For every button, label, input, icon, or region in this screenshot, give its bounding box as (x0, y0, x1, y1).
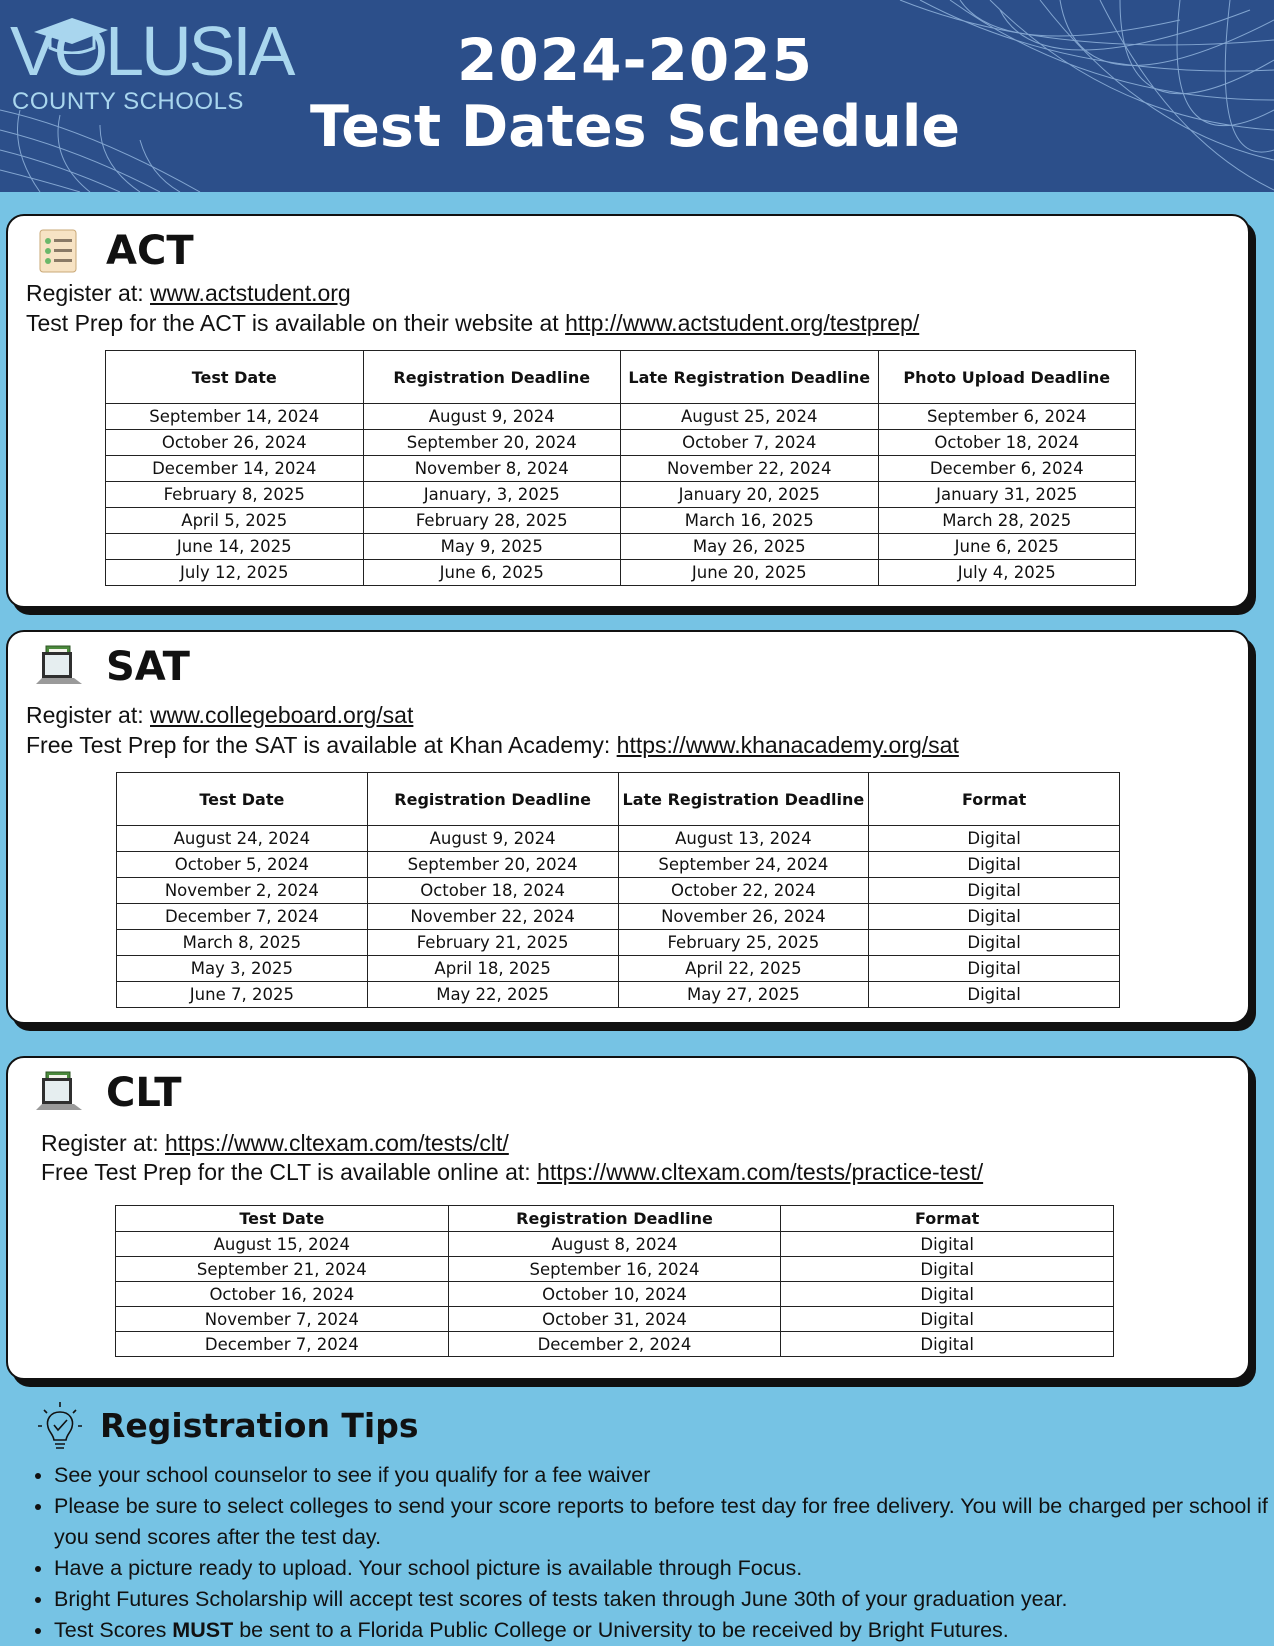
column-header: Test Date (117, 773, 368, 826)
table-cell: March 16, 2025 (621, 508, 879, 534)
sat-section (6, 630, 1250, 1024)
lightbulb-icon (36, 1400, 84, 1452)
sat-register-label: Register at: (26, 702, 150, 728)
table-cell: November 22, 2024 (367, 904, 618, 930)
sat-prep-label: Free Test Prep for the SAT is available at Khan Academy: (26, 732, 617, 758)
tips-list (26, 1460, 1274, 1646)
table-cell: May 26, 2025 (621, 534, 879, 560)
table-cell: Digital (781, 1257, 1114, 1282)
table-cell: December 7, 2024 (116, 1332, 449, 1357)
column-header: Format (869, 773, 1120, 826)
table-cell: September 20, 2024 (363, 430, 621, 456)
sat-dates-table (116, 772, 1120, 1008)
act-register-line (26, 280, 351, 307)
sat-register-link[interactable]: www.collegeboard.org/sat (150, 702, 414, 728)
table-row (116, 1282, 1114, 1307)
table-cell: April 22, 2025 (618, 956, 869, 982)
table-cell: August 8, 2024 (448, 1232, 781, 1257)
table-row (106, 560, 1136, 586)
table-cell: October 16, 2024 (116, 1282, 449, 1307)
table-cell: August 13, 2024 (618, 826, 869, 852)
act-title: ACT (106, 228, 194, 274)
act-prep-link[interactable]: http://www.actstudent.org/testprep/ (565, 310, 920, 336)
logo-wordmark: VOLUSIA (10, 12, 293, 90)
table-cell: Digital (781, 1282, 1114, 1307)
tip-item: • See your school counselor to see if you qualify for a fee waiver (54, 1460, 1274, 1491)
column-header: Registration Deadline (367, 773, 618, 826)
table-cell: April 5, 2025 (106, 508, 364, 534)
table-cell: Digital (781, 1307, 1114, 1332)
table-cell: October 31, 2024 (448, 1307, 781, 1332)
table-cell: January 31, 2025 (878, 482, 1136, 508)
table-cell: February 28, 2025 (363, 508, 621, 534)
column-header: Late Registration Deadline (621, 351, 879, 404)
tip-item: • Bright Futures Scholarship will accept test scores of tests taken through June 30th of your graduation year. (54, 1584, 1274, 1615)
clt-prep-line (41, 1159, 983, 1186)
table-cell: October 22, 2024 (618, 878, 869, 904)
clt-prep-link[interactable]: https://www.cltexam.com/tests/practice-test/ (537, 1159, 984, 1185)
column-header: Test Date (116, 1206, 449, 1232)
table-row (116, 1257, 1114, 1282)
column-header: Late Registration Deadline (618, 773, 869, 826)
table-cell: August 9, 2024 (363, 404, 621, 430)
table-cell: September 6, 2024 (878, 404, 1136, 430)
table-row (117, 852, 1120, 878)
sat-register-line (26, 702, 413, 729)
header-banner (0, 0, 1274, 192)
clt-title: CLT (106, 1070, 182, 1116)
tip-item: • Have a picture ready to upload. Your school picture is available through Focus. (54, 1553, 1274, 1584)
clt-register-line (41, 1130, 509, 1157)
table-cell: Digital (869, 930, 1120, 956)
laptop-book-icon (34, 642, 84, 692)
logo-subtitle: COUNTY SCHOOLS (12, 88, 244, 115)
district-logo (8, 12, 293, 124)
table-cell: Digital (869, 956, 1120, 982)
table-row (116, 1232, 1114, 1257)
sat-prep-line (26, 732, 959, 759)
column-header: Photo Upload Deadline (878, 351, 1136, 404)
table-cell: September 16, 2024 (448, 1257, 781, 1282)
table-cell: November 7, 2024 (116, 1307, 449, 1332)
table-cell: January 20, 2025 (621, 482, 879, 508)
table-cell: November 26, 2024 (618, 904, 869, 930)
tip-item: • Please be sure to select colleges to send your score reports to before test day for free delivery. You will be charged per school if you send scores after the test day. (54, 1491, 1274, 1553)
table-cell: December 2, 2024 (448, 1332, 781, 1357)
table-cell: October 18, 2024 (367, 878, 618, 904)
column-header: Registration Deadline (448, 1206, 781, 1232)
table-row (106, 534, 1136, 560)
act-register-link[interactable]: www.actstudent.org (150, 280, 351, 306)
table-cell: September 14, 2024 (106, 404, 364, 430)
table-cell: Digital (869, 904, 1120, 930)
laptop-book-icon (34, 1068, 84, 1118)
table-cell: December 7, 2024 (117, 904, 368, 930)
tip-item (54, 1615, 1274, 1646)
table-row (117, 982, 1120, 1008)
column-header: Registration Deadline (363, 351, 621, 404)
table-cell: September 24, 2024 (618, 852, 869, 878)
table-row (106, 482, 1136, 508)
table-row (117, 930, 1120, 956)
table-cell: Digital (869, 982, 1120, 1008)
clt-dates-table (115, 1205, 1114, 1357)
clt-register-label: Register at: (41, 1130, 165, 1156)
table-header-row (117, 773, 1120, 826)
table-cell: October 5, 2024 (117, 852, 368, 878)
table-cell: September 20, 2024 (367, 852, 618, 878)
table-cell: April 18, 2025 (367, 956, 618, 982)
table-cell: Digital (781, 1332, 1114, 1357)
clt-prep-label: Free Test Prep for the CLT is available online at: (41, 1159, 538, 1185)
table-row (106, 404, 1136, 430)
table-cell: September 21, 2024 (116, 1257, 449, 1282)
table-row (106, 456, 1136, 482)
table-cell: December 6, 2024 (878, 456, 1136, 482)
table-cell: November 22, 2024 (621, 456, 879, 482)
table-cell: May 9, 2025 (363, 534, 621, 560)
table-cell: October 26, 2024 (106, 430, 364, 456)
table-cell: May 27, 2025 (618, 982, 869, 1008)
table-row (117, 878, 1120, 904)
table-cell: July 12, 2025 (106, 560, 364, 586)
column-header: Format (781, 1206, 1114, 1232)
table-cell: March 28, 2025 (878, 508, 1136, 534)
table-cell: Digital (869, 826, 1120, 852)
table-cell: January, 3, 2025 (363, 482, 621, 508)
table-cell: November 2, 2024 (117, 878, 368, 904)
table-cell: December 14, 2024 (106, 456, 364, 482)
table-cell: July 4, 2025 (878, 560, 1136, 586)
act-dates-table (105, 350, 1136, 586)
checklist-icon (34, 226, 84, 276)
tip-emphasis: MUST (172, 1618, 234, 1642)
tips-header (30, 1400, 630, 1456)
table-cell: Digital (869, 878, 1120, 904)
act-prep-line (26, 310, 919, 337)
table-cell: February 8, 2025 (106, 482, 364, 508)
table-cell: October 18, 2024 (878, 430, 1136, 456)
clt-section (6, 1056, 1250, 1380)
table-cell: Digital (781, 1232, 1114, 1257)
act-register-label: Register at: (26, 280, 150, 306)
clt-register-link[interactable]: https://www.cltexam.com/tests/clt/ (165, 1130, 509, 1156)
table-header-row (116, 1206, 1114, 1232)
sat-prep-link[interactable]: https://www.khanacademy.org/sat (616, 732, 959, 758)
table-row (106, 430, 1136, 456)
act-section (6, 214, 1250, 608)
table-cell: October 7, 2024 (621, 430, 879, 456)
table-row (117, 904, 1120, 930)
table-cell: March 8, 2025 (117, 930, 368, 956)
table-cell: June 6, 2025 (363, 560, 621, 586)
page-title-year: 2024-2025 (457, 26, 813, 94)
table-cell: June 6, 2025 (878, 534, 1136, 560)
table-cell: Digital (869, 852, 1120, 878)
column-header: Test Date (106, 351, 364, 404)
table-cell: February 25, 2025 (618, 930, 869, 956)
table-row (106, 508, 1136, 534)
tip-text: Test Scores (54, 1618, 173, 1642)
table-cell: June 20, 2025 (621, 560, 879, 586)
table-row (117, 826, 1120, 852)
sat-title: SAT (106, 644, 190, 690)
table-cell: August 15, 2024 (116, 1232, 449, 1257)
table-cell: June 14, 2025 (106, 534, 364, 560)
table-row (117, 956, 1120, 982)
table-cell: August 24, 2024 (117, 826, 368, 852)
table-cell: November 8, 2024 (363, 456, 621, 482)
table-header-row (106, 351, 1136, 404)
table-cell: August 25, 2024 (621, 404, 879, 430)
table-row (116, 1307, 1114, 1332)
table-cell: August 9, 2024 (367, 826, 618, 852)
table-cell: February 21, 2025 (367, 930, 618, 956)
tip-text: be sent to a Florida Public College or University to be received by Bright Futures. (233, 1618, 1009, 1642)
page-title: Test Dates Schedule (309, 94, 961, 160)
tips-title: Registration Tips (100, 1406, 419, 1445)
table-cell: May 22, 2025 (367, 982, 618, 1008)
table-row (116, 1332, 1114, 1357)
table-cell: May 3, 2025 (117, 956, 368, 982)
table-cell: October 10, 2024 (448, 1282, 781, 1307)
table-cell: June 7, 2025 (117, 982, 368, 1008)
act-prep-label: Test Prep for the ACT is available on their website at (26, 310, 566, 336)
